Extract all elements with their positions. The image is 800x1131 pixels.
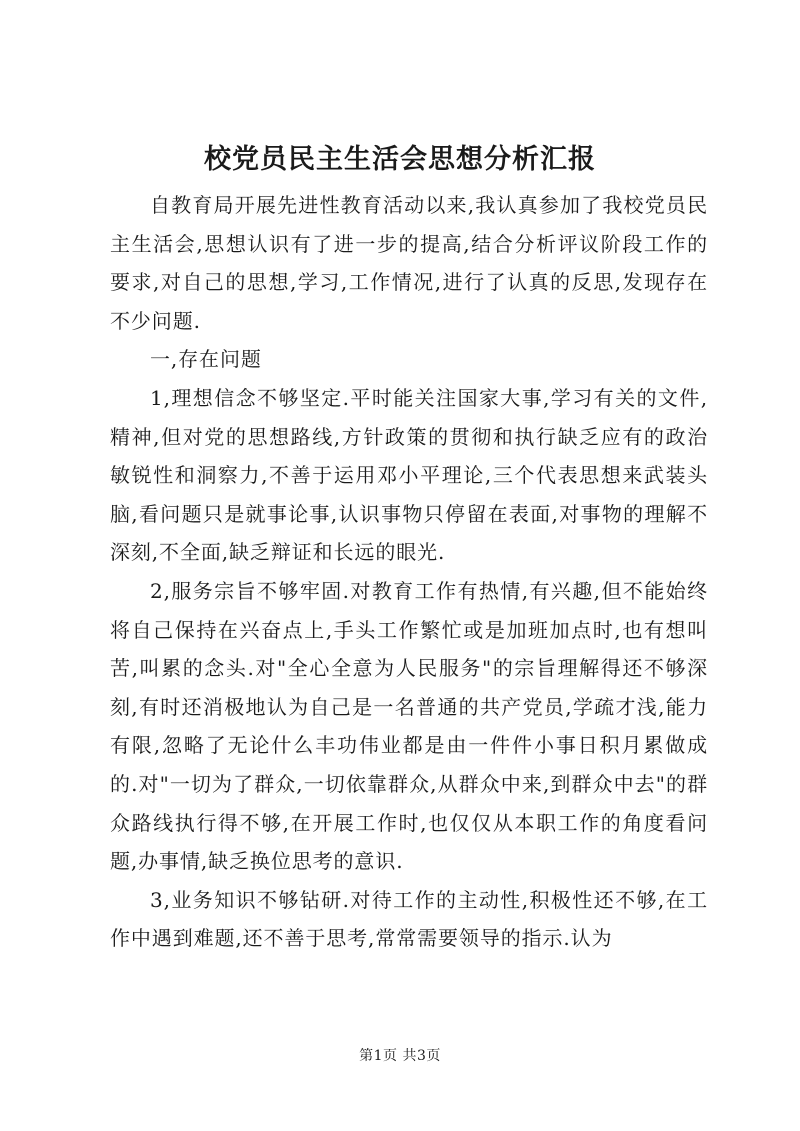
document-title: 校党员民主生活会思想分析汇报 [204, 144, 596, 175]
document-body [110, 186, 708, 958]
paragraph-intro: 自教育局开展先进性教育活动以来,我认真参加了我校党员民主生活会,思想认识有了进一步的提高,结合分析评议阶段工作的要求,对自己的思想,学习,工作情况,进行了认真的反思,发现存在不少问题. [110, 193, 708, 333]
page-number-footer: 第1页 共3页 [359, 1048, 441, 1064]
section-heading: 一,存在问题 [150, 347, 262, 372]
paragraph-item-3: 3,业务知识不够钻研.对待工作的主动性,积极性还不够,在工作中遇到难题,还不善于思考,常常需要领导的指示.认为 [110, 887, 708, 951]
paragraph-item-1: 1,理想信念不够坚定.平时能关注国家大事,学习有关的文件,精神,但对党的思想路线,方针政策的贯彻和执行缺乏应有的政治敏锐性和洞察力,不善于运用邓小平理论,三个代表思想来武装头脑,看问题只是就事论事,认识事物只停留在表面,对事物的理解不深刻,不全面,缺乏辩证和长远的眼光. [110, 385, 708, 565]
paragraph-item-2: 2,服务宗旨不够牢固.对教育工作有热情,有兴趣,但不能始终将自己保持在兴奋点上,手头工作繁忙或是加班加点时,也有想叫苦,叫累的念头.对"全心全意为人民服务"的宗旨理解得还不够深刻,有时还消极地认为自己是一名普通的共产党员,学疏才浅,能力有限,忽略了无论什么丰功伟业都是由一件件小事日积月累做成的.对"一切为了群众,一切依靠群众,从群众中来,到群众中去"的群众路线执行得不够,在开展工作时,也仅仅从本职工作的角度看问题,办事情,缺乏换位思考的意识. [110, 578, 708, 874]
